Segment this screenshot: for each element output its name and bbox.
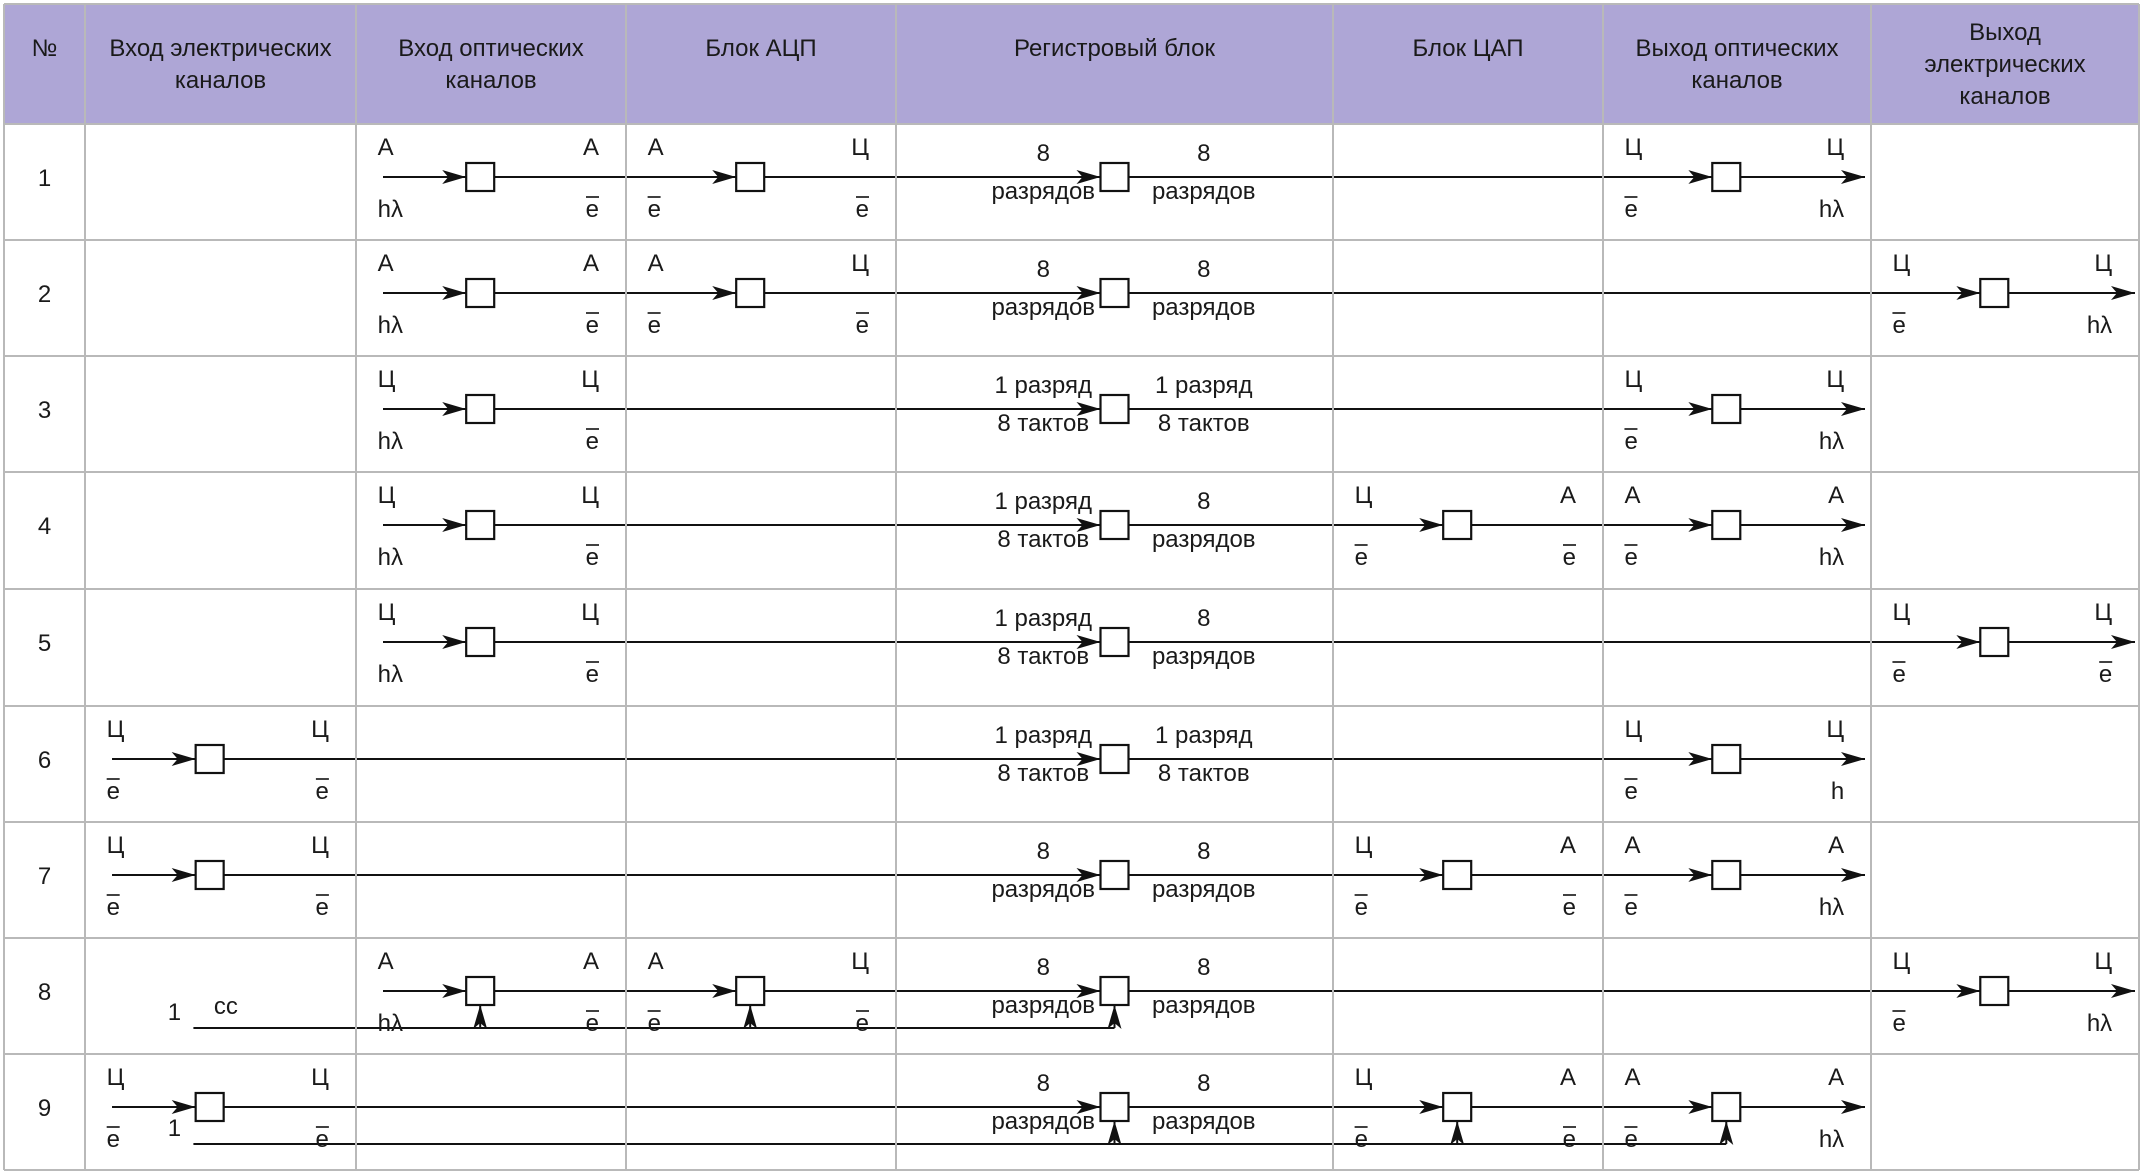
clock-line bbox=[168, 1115, 1727, 1144]
signal-type-out: Ц bbox=[311, 1064, 329, 1091]
element-box bbox=[1101, 511, 1129, 539]
register-label: 8 bbox=[1036, 838, 1050, 865]
register-label: разрядов bbox=[1151, 643, 1256, 670]
header-cell-5 bbox=[1412, 35, 1523, 62]
register-label: 8 bbox=[1197, 256, 1211, 283]
register-label: разрядов bbox=[1151, 876, 1256, 903]
carrier-out: e bbox=[855, 196, 869, 223]
signal-element bbox=[1355, 832, 1576, 921]
signal-element bbox=[648, 134, 870, 223]
signal-type-out: Ц bbox=[311, 716, 329, 743]
signal-type-in: А bbox=[1624, 832, 1641, 859]
signal-element bbox=[991, 140, 1255, 205]
table-row-3 bbox=[38, 366, 1865, 455]
register-label: 8 bbox=[1197, 488, 1211, 515]
signal-type-out: Ц bbox=[2094, 250, 2113, 277]
register-label: разрядов bbox=[1151, 526, 1256, 553]
table-row-4 bbox=[38, 482, 1865, 571]
register-label: 8 тактов bbox=[997, 643, 1090, 670]
element-box bbox=[466, 977, 494, 1005]
element-box bbox=[1101, 977, 1129, 1005]
signal-element bbox=[1355, 482, 1576, 571]
register-label: 8 bbox=[1197, 954, 1211, 981]
carrier-in: e bbox=[1892, 661, 1906, 688]
signal-type-in: Ц bbox=[106, 716, 125, 743]
carrier-out: e bbox=[1562, 1126, 1576, 1153]
header-label: № bbox=[31, 35, 58, 62]
element-box bbox=[1101, 279, 1129, 307]
register-label: 8 bbox=[1036, 140, 1050, 167]
signal-type-out: Ц bbox=[581, 482, 599, 509]
register-label: 8 тактов bbox=[997, 760, 1090, 787]
header-background bbox=[4, 4, 2139, 124]
signal-element bbox=[1355, 1064, 1576, 1153]
carrier-out: e bbox=[315, 778, 329, 805]
signal-type-out: Ц bbox=[851, 250, 869, 277]
register-label: 8 тактов bbox=[997, 526, 1090, 553]
signal-type-in: Ц bbox=[377, 482, 396, 509]
register-label: разрядов bbox=[1151, 178, 1256, 205]
register-label: 1 разряд bbox=[1154, 722, 1253, 749]
signal-element bbox=[107, 832, 329, 921]
signal-element bbox=[1624, 134, 1844, 223]
signal-element bbox=[991, 1070, 1255, 1135]
carrier-in: e bbox=[1624, 196, 1638, 223]
carrier-in: hλ bbox=[377, 1010, 403, 1037]
signal-type-out: А bbox=[1559, 482, 1576, 509]
carrier-out: e bbox=[585, 1010, 599, 1037]
signal-type-out: Ц bbox=[851, 948, 869, 975]
element-box bbox=[196, 861, 224, 889]
signal-type-out: Ц bbox=[1826, 716, 1845, 743]
signal-type-in: Ц bbox=[1892, 250, 1911, 277]
signal-type-out: А bbox=[582, 250, 599, 277]
carrier-in: e bbox=[1624, 544, 1638, 571]
signal-element bbox=[1624, 482, 1844, 571]
carrier-out: hλ bbox=[1818, 1126, 1845, 1153]
carrier-out: hλ bbox=[1818, 894, 1845, 921]
signal-type-in: Ц bbox=[1624, 134, 1643, 161]
signal-type-in: А bbox=[647, 948, 664, 975]
row-number: 3 bbox=[37, 397, 52, 424]
row-number: 4 bbox=[37, 513, 52, 540]
carrier-out: e bbox=[585, 661, 599, 688]
carrier-out: e bbox=[585, 312, 599, 339]
element-box bbox=[1101, 628, 1129, 656]
element-box bbox=[466, 395, 494, 423]
header-label: электрических bbox=[1924, 51, 2086, 78]
table-row-7 bbox=[38, 832, 1865, 921]
signal-type-out: А bbox=[1828, 1064, 1845, 1091]
signal-type-out: Ц bbox=[311, 832, 329, 859]
carrier-out: hλ bbox=[1818, 544, 1845, 571]
signal-type-out: Ц bbox=[851, 134, 869, 161]
register-label: 1 разряд bbox=[1154, 372, 1253, 399]
register-label: разрядов bbox=[991, 294, 1096, 321]
signal-type-in: Ц bbox=[1624, 366, 1643, 393]
element-box bbox=[1443, 511, 1471, 539]
carrier-out: e bbox=[1562, 544, 1576, 571]
carrier-out: h bbox=[1830, 778, 1845, 805]
signal-element bbox=[1892, 599, 2112, 688]
carrier-in: e bbox=[1892, 312, 1906, 339]
signal-type-in: Ц bbox=[1892, 599, 1911, 626]
element-box bbox=[1101, 745, 1129, 773]
carrier-out: e bbox=[315, 894, 329, 921]
signal-type-in: Ц bbox=[377, 599, 396, 626]
carrier-in: hλ bbox=[377, 312, 403, 339]
table-row-9 bbox=[38, 1064, 1865, 1153]
register-label: 1 разряд bbox=[994, 372, 1093, 399]
element-box bbox=[1101, 163, 1129, 191]
carrier-in: e bbox=[647, 196, 661, 223]
signal-element bbox=[378, 250, 599, 339]
clock-label: 1 bbox=[167, 1115, 182, 1142]
register-label: разрядов bbox=[991, 876, 1096, 903]
signal-element bbox=[1892, 948, 2112, 1037]
row-number: 1 bbox=[37, 165, 52, 192]
carrier-in: e bbox=[1354, 544, 1368, 571]
element-box bbox=[1101, 395, 1129, 423]
signal-type-in: Ц bbox=[106, 832, 125, 859]
element-box bbox=[1712, 511, 1740, 539]
signal-type-out: А bbox=[582, 134, 599, 161]
signal-type-out: А bbox=[1828, 482, 1845, 509]
carrier-out: e bbox=[585, 196, 599, 223]
carrier-out: e bbox=[585, 428, 599, 455]
signal-element bbox=[994, 372, 1252, 437]
table-row-5 bbox=[38, 599, 2135, 688]
signal-element bbox=[991, 838, 1255, 903]
element-box bbox=[736, 279, 764, 307]
register-label: разрядов bbox=[1151, 992, 1256, 1019]
row-number: 6 bbox=[37, 747, 52, 774]
carrier-in: hλ bbox=[377, 196, 403, 223]
signal-element bbox=[107, 1064, 329, 1153]
header-label: каналов bbox=[1959, 83, 2051, 110]
register-label: 1 разряд bbox=[994, 722, 1093, 749]
table-row-6 bbox=[38, 716, 1865, 805]
element-box bbox=[196, 745, 224, 773]
element-box bbox=[1443, 1093, 1471, 1121]
register-label: 8 bbox=[1197, 605, 1211, 632]
element-box bbox=[736, 163, 764, 191]
element-box bbox=[1101, 861, 1129, 889]
header-cell-3 bbox=[705, 35, 816, 62]
signal-element bbox=[378, 948, 599, 1037]
signal-element bbox=[1624, 716, 1844, 805]
carrier-out: hλ bbox=[2086, 312, 2113, 339]
signal-element bbox=[648, 948, 870, 1037]
signal-element bbox=[648, 250, 870, 339]
element-box bbox=[1443, 861, 1471, 889]
signal-type-out: Ц bbox=[1826, 366, 1845, 393]
signal-element bbox=[1624, 366, 1844, 455]
signal-type-in: А bbox=[377, 134, 394, 161]
row-number: 2 bbox=[37, 281, 52, 308]
signal-type-in: Ц bbox=[1892, 948, 1911, 975]
header-label: Выход оптических bbox=[1635, 35, 1839, 62]
carrier-in: hλ bbox=[377, 661, 403, 688]
clock-label: cc bbox=[213, 993, 238, 1020]
register-label: 8 тактов bbox=[1157, 760, 1250, 787]
row-number: 5 bbox=[37, 630, 52, 657]
signal-element bbox=[378, 134, 599, 223]
signal-element bbox=[1624, 1064, 1844, 1153]
carrier-in: hλ bbox=[377, 428, 403, 455]
register-label: разрядов bbox=[1151, 1108, 1256, 1135]
carrier-out: hλ bbox=[1818, 196, 1845, 223]
signal-type-out: Ц bbox=[2094, 599, 2113, 626]
element-box bbox=[1712, 395, 1740, 423]
signal-type-in: Ц bbox=[1624, 716, 1643, 743]
register-label: 8 bbox=[1036, 954, 1050, 981]
register-label: 8 bbox=[1197, 838, 1211, 865]
carrier-out: e bbox=[315, 1126, 329, 1153]
register-label: 1 разряд bbox=[994, 488, 1093, 515]
signal-element bbox=[1624, 832, 1844, 921]
carrier-in: e bbox=[106, 1126, 121, 1153]
header-label: Регистровый блок bbox=[1013, 35, 1216, 62]
header-label: каналов bbox=[174, 67, 267, 94]
register-label: 8 bbox=[1197, 140, 1211, 167]
element-box bbox=[1101, 1093, 1129, 1121]
register-label: разрядов bbox=[991, 992, 1096, 1019]
carrier-in: e bbox=[106, 894, 121, 921]
signal-element bbox=[378, 366, 600, 455]
carrier-in: e bbox=[106, 778, 121, 805]
carrier-in: e bbox=[647, 312, 661, 339]
signal-type-out: А bbox=[1559, 1064, 1576, 1091]
signal-type-in: Ц bbox=[1354, 832, 1373, 859]
header-cell-0 bbox=[32, 35, 58, 62]
signal-type-out: А bbox=[1828, 832, 1845, 859]
clock-label: 1 bbox=[167, 999, 182, 1026]
signal-type-in: А bbox=[377, 250, 394, 277]
register-label: 8 bbox=[1036, 256, 1050, 283]
signal-type-in: А bbox=[377, 948, 394, 975]
carrier-in: e bbox=[1892, 1010, 1906, 1037]
element-box bbox=[466, 511, 494, 539]
carrier-out: e bbox=[1562, 894, 1576, 921]
element-box bbox=[1712, 1093, 1740, 1121]
row-number: 8 bbox=[37, 979, 52, 1006]
header-label: каналов bbox=[445, 67, 537, 94]
header-label: Вход оптических bbox=[398, 35, 584, 62]
element-box bbox=[466, 628, 494, 656]
table-row-8 bbox=[38, 948, 2135, 1037]
signal-element bbox=[1892, 250, 2112, 339]
signal-type-in: А bbox=[1624, 482, 1641, 509]
signal-type-in: Ц bbox=[106, 1064, 125, 1091]
signal-type-in: А bbox=[647, 134, 664, 161]
signal-type-in: А bbox=[647, 250, 664, 277]
register-label: разрядов bbox=[1151, 294, 1256, 321]
element-box bbox=[466, 163, 494, 191]
signal-type-in: А bbox=[1624, 1064, 1641, 1091]
table-row-2 bbox=[38, 250, 2135, 339]
signal-element bbox=[994, 488, 1255, 553]
signal-type-in: Ц bbox=[377, 366, 396, 393]
element-box bbox=[1980, 628, 2008, 656]
register-label: 8 bbox=[1197, 1070, 1211, 1097]
carrier-in: e bbox=[1354, 894, 1368, 921]
header-label: Блок АЦП bbox=[705, 35, 817, 62]
carrier-out: e bbox=[855, 312, 869, 339]
signal-type-in: Ц bbox=[1354, 1064, 1373, 1091]
signal-element bbox=[991, 256, 1255, 321]
element-box bbox=[736, 977, 764, 1005]
element-box bbox=[1980, 279, 2008, 307]
signal-type-out: А bbox=[1559, 832, 1576, 859]
signal-type-out: А bbox=[582, 948, 599, 975]
element-box bbox=[1712, 861, 1740, 889]
header-cell-4 bbox=[1014, 35, 1216, 62]
signal-element bbox=[994, 722, 1252, 787]
signal-type-in: Ц bbox=[1354, 482, 1373, 509]
row-number: 7 bbox=[37, 863, 52, 890]
signal-element bbox=[378, 482, 600, 571]
element-box bbox=[466, 279, 494, 307]
row-number: 9 bbox=[37, 1095, 52, 1122]
element-box bbox=[196, 1093, 224, 1121]
signal-element bbox=[994, 605, 1255, 670]
carrier-out: e bbox=[585, 544, 599, 571]
carrier-in: e bbox=[1624, 1126, 1638, 1153]
signal-element bbox=[378, 599, 600, 688]
signal-type-out: Ц bbox=[2094, 948, 2113, 975]
register-label: разрядов bbox=[991, 178, 1096, 205]
header-label: Вход электрических bbox=[109, 35, 332, 62]
register-label: 8 тактов bbox=[1157, 410, 1250, 437]
element-box bbox=[1980, 977, 2008, 1005]
carrier-in: e bbox=[1624, 428, 1638, 455]
register-label: разрядов bbox=[991, 1108, 1096, 1135]
signal-element bbox=[107, 716, 329, 805]
signal-type-out: Ц bbox=[1826, 134, 1845, 161]
register-label: 8 тактов bbox=[997, 410, 1090, 437]
carrier-out: hλ bbox=[1818, 428, 1845, 455]
carrier-in: e bbox=[1354, 1126, 1368, 1153]
header-label: каналов bbox=[1691, 67, 1783, 94]
carrier-in: e bbox=[1624, 778, 1638, 805]
register-label: 8 bbox=[1036, 1070, 1050, 1097]
header-label: Выход bbox=[1969, 19, 2041, 46]
carrier-in: e bbox=[1624, 894, 1638, 921]
register-label: 1 разряд bbox=[994, 605, 1093, 632]
signal-type-out: Ц bbox=[581, 599, 599, 626]
carrier-out: e bbox=[2098, 661, 2113, 688]
element-box bbox=[1712, 163, 1740, 191]
carrier-in: hλ bbox=[377, 544, 403, 571]
element-box bbox=[1712, 745, 1740, 773]
carrier-out: hλ bbox=[2086, 1010, 2113, 1037]
carrier-in: e bbox=[647, 1010, 661, 1037]
signal-element bbox=[991, 954, 1255, 1019]
carrier-out: e bbox=[855, 1010, 869, 1037]
signal-type-out: Ц bbox=[581, 366, 599, 393]
table-row-1 bbox=[38, 134, 1865, 223]
header-label: Блок ЦАП bbox=[1412, 35, 1524, 62]
clock-line bbox=[168, 993, 1115, 1028]
